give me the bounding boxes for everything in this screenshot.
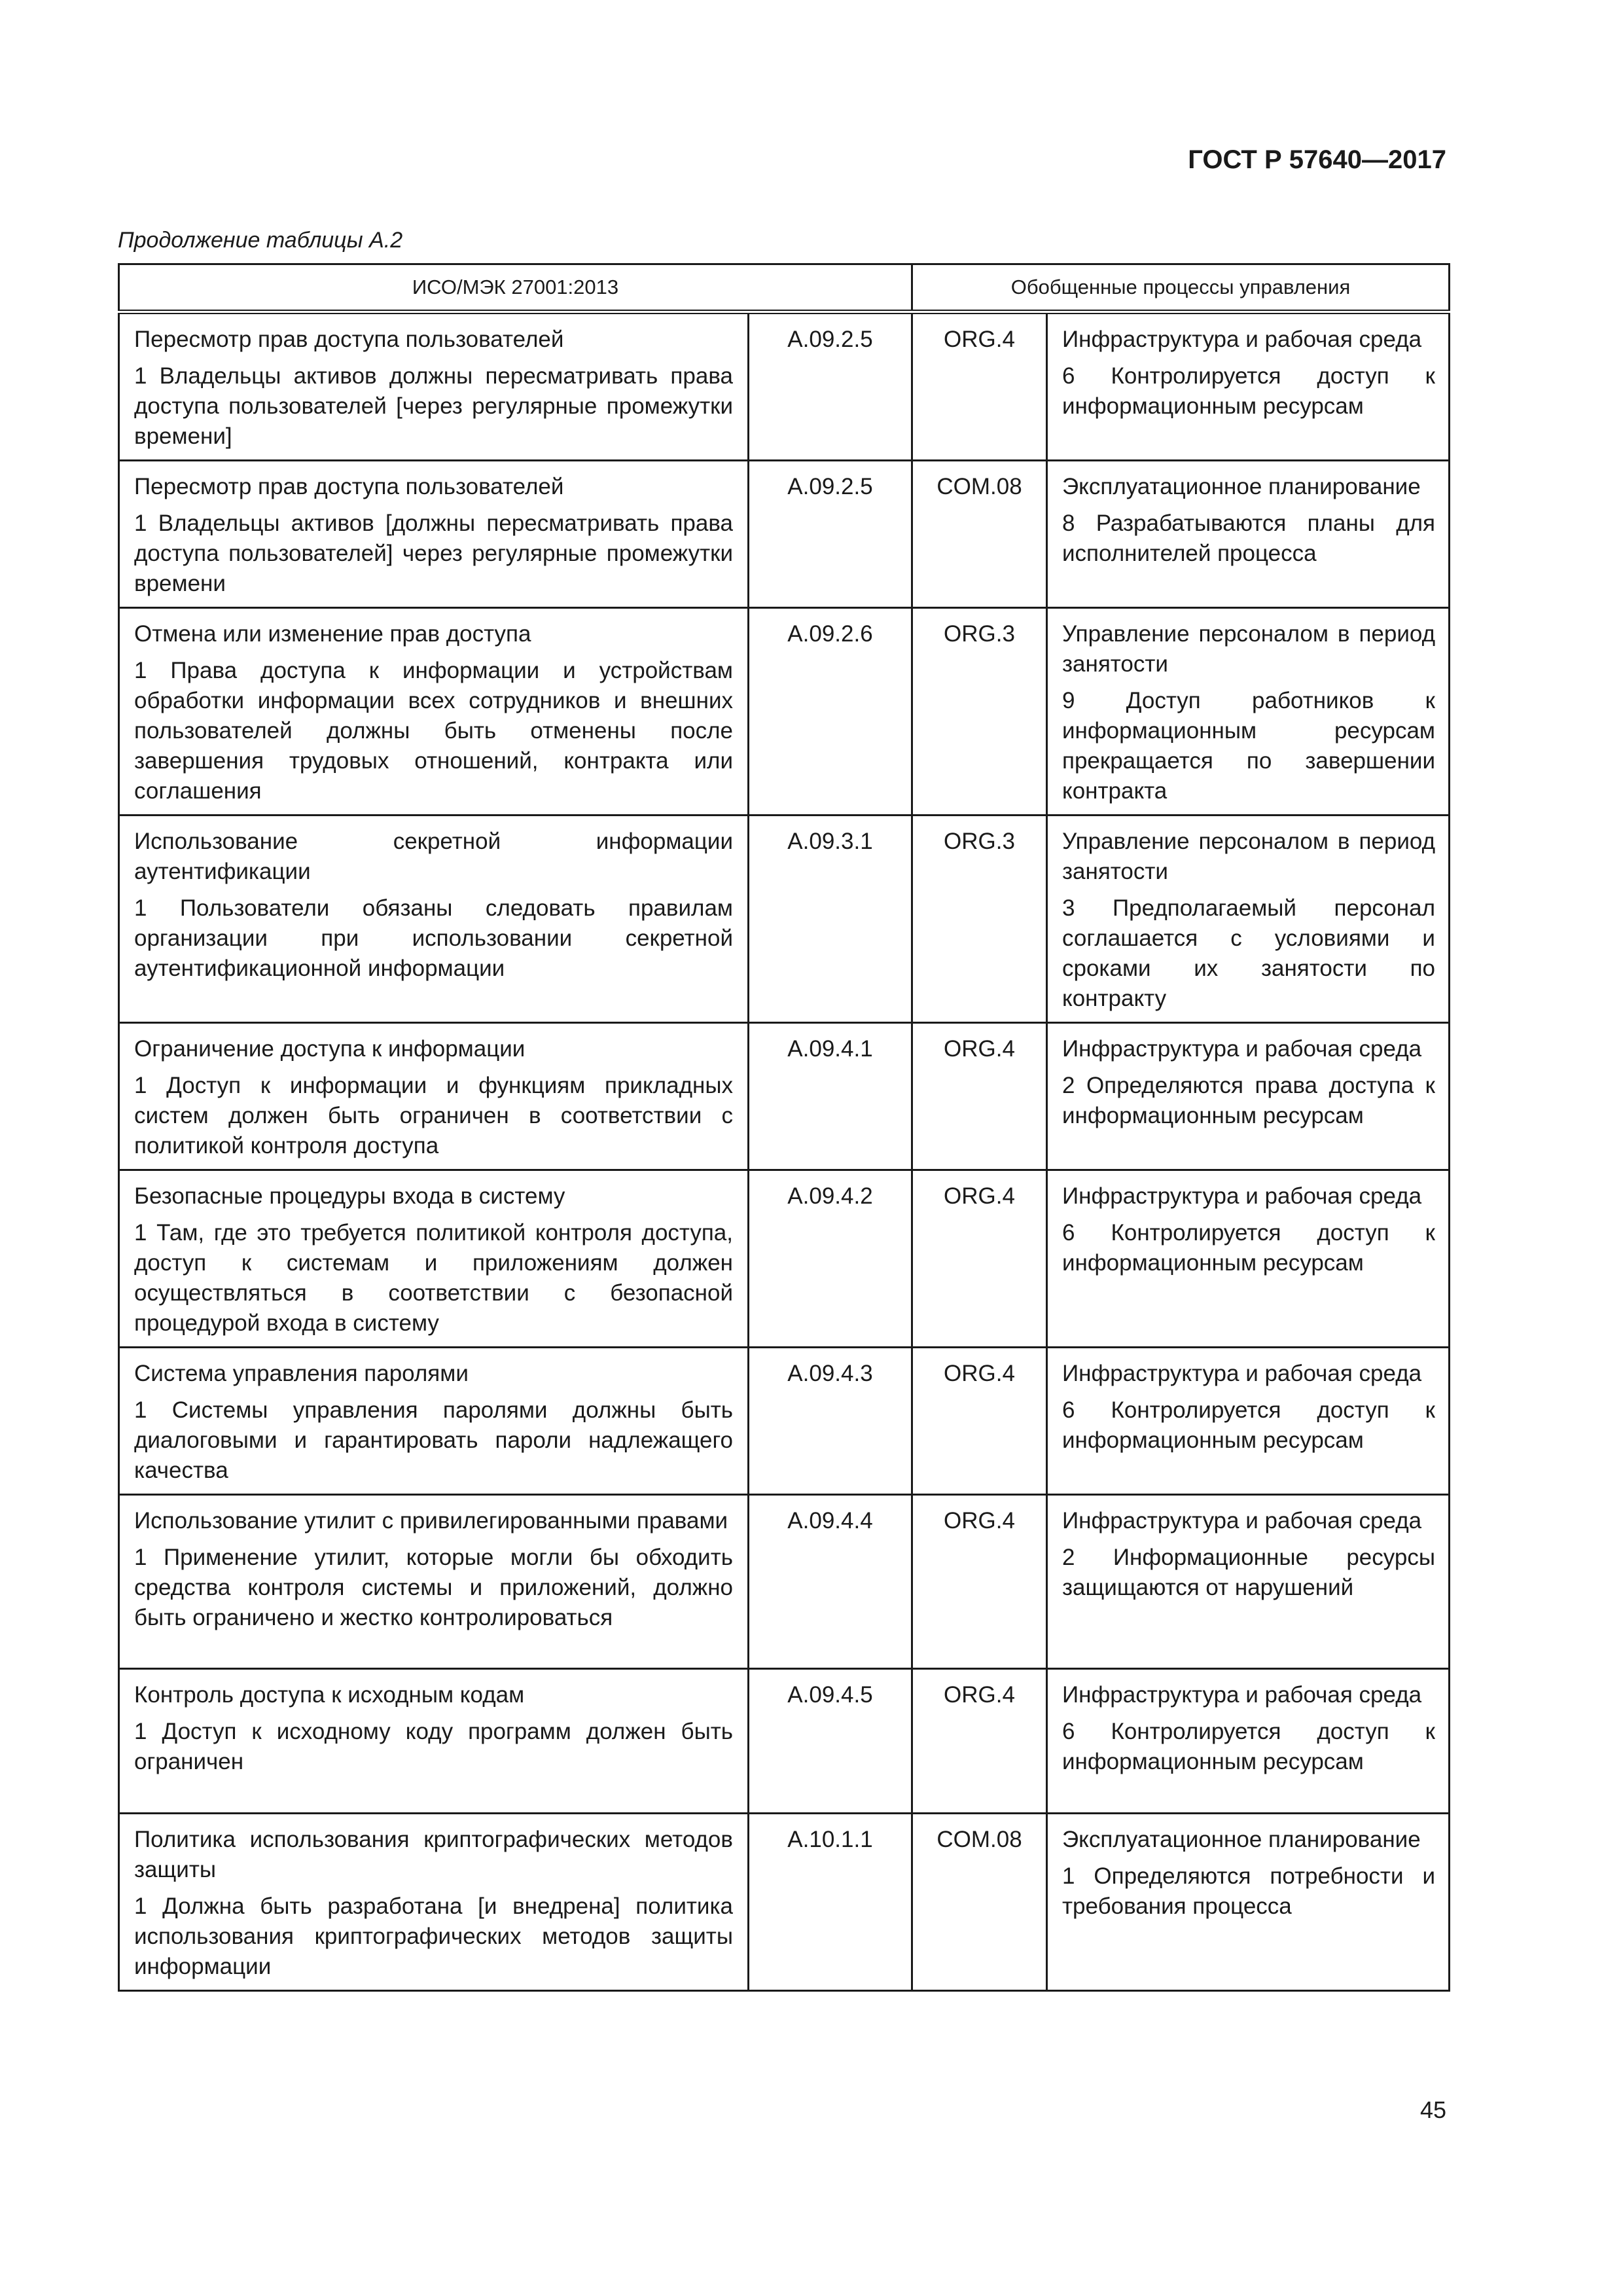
iso-control-cell <box>119 608 749 816</box>
control-title: Пересмотр прав доступа пользователей <box>134 474 564 499</box>
control-requirement: 1 Доступ к информации и функциям прикладных систем должен быть ограничен в соответствии с политикой контроля доступа <box>134 1073 733 1158</box>
iso-control-cell <box>119 461 749 608</box>
control-title: Система управления паролями <box>134 1361 469 1386</box>
control-requirement: 1 Системы управления паролями должны быть диалоговыми и гарантировать пароли надлежащего качества <box>134 1397 733 1483</box>
control-title: Контроль доступа к исходным кодам <box>134 1682 525 1708</box>
control-requirement: 1 Должна быть разработана [и внедрена] политика использования криптографических методов защиты информации <box>134 1893 733 1979</box>
control-requirement: 1 Там, где это требуется политикой контроля доступа, доступ к системам и приложениям должен осуществляться в соответствии с безопасной процедурой входа в систему <box>134 1220 733 1336</box>
iso-control-code: A.09.4.4 <box>749 1495 912 1669</box>
process-code: ORG.4 <box>912 1495 1047 1669</box>
process-code: COM.08 <box>912 461 1047 608</box>
document-id: ГОСТ Р 57640—2017 <box>1188 145 1446 174</box>
process-outcome: 6 Контролируется доступ к информационным ресурсам <box>1062 1397 1435 1453</box>
process-title: Эксплуатационное планирование <box>1062 1827 1421 1852</box>
process-code: ORG.4 <box>912 1669 1047 1814</box>
iso-control-code: A.09.4.5 <box>749 1669 912 1814</box>
process-cell <box>1047 312 1450 461</box>
process-code: COM.08 <box>912 1814 1047 1991</box>
process-outcome: 2 Определяются права доступа к информационным ресурсам <box>1062 1073 1435 1128</box>
control-title: Политика использования криптографических методов защиты <box>134 1827 733 1882</box>
iso-control-cell <box>119 1170 749 1348</box>
process-cell <box>1047 461 1450 608</box>
process-cell <box>1047 608 1450 816</box>
iso-control-cell <box>119 1495 749 1669</box>
process-code: ORG.3 <box>912 816 1047 1023</box>
table-row <box>119 312 1450 461</box>
process-code: ORG.4 <box>912 1170 1047 1348</box>
process-title: Эксплуатационное планирование <box>1062 474 1421 499</box>
table-row <box>119 1170 1450 1348</box>
process-title: Инфраструктура и рабочая среда <box>1062 1682 1422 1708</box>
iso-control-cell <box>119 312 749 461</box>
control-title: Безопасные процедуры входа в систему <box>134 1183 565 1209</box>
process-cell <box>1047 1495 1450 1669</box>
iso-control-cell <box>119 1814 749 1991</box>
header-iso-standard: ИСО/МЭК 27001:2013 <box>119 264 912 312</box>
process-cell <box>1047 1669 1450 1814</box>
iso-control-code: A.09.4.1 <box>749 1023 912 1170</box>
table-row <box>119 1348 1450 1495</box>
process-cell <box>1047 1348 1450 1495</box>
table-row <box>119 461 1450 608</box>
iso-control-cell <box>119 816 749 1023</box>
iso-control-code: A.09.3.1 <box>749 816 912 1023</box>
process-code: ORG.4 <box>912 312 1047 461</box>
table-row <box>119 1023 1450 1170</box>
process-outcome: 6 Контролируется доступ к информационным ресурсам <box>1062 363 1435 419</box>
table-row <box>119 816 1450 1023</box>
process-title: Управление персоналом в период занятости <box>1062 621 1435 677</box>
table-row <box>119 1669 1450 1814</box>
control-requirement: 1 Права доступа к информации и устройствам обработки информации всех сотрудников и внешних пользователей должны быть отменены после завершения трудовых отношений, контракта или соглашения <box>134 658 733 804</box>
process-cell <box>1047 1023 1450 1170</box>
process-code: ORG.4 <box>912 1348 1047 1495</box>
table-row <box>119 1495 1450 1669</box>
iso-control-cell <box>119 1348 749 1495</box>
process-outcome: 6 Контролируется доступ к информационным ресурсам <box>1062 1220 1435 1276</box>
iso-control-code: A.09.2.5 <box>749 461 912 608</box>
table-row <box>119 1814 1450 1991</box>
process-outcome: 6 Контролируется доступ к информационным ресурсам <box>1062 1719 1435 1774</box>
page-number: 45 <box>1419 2096 1446 2123</box>
control-requirement: 1 Применение утилит, которые могли бы обходить средства контроля системы и приложений, должно быть ограничено и жестко контролироваться <box>134 1545 733 1630</box>
process-title: Инфраструктура и рабочая среда <box>1062 327 1422 352</box>
process-cell <box>1047 1814 1450 1991</box>
process-outcome: 9 Доступ работников к информационным ресурсам прекращается по завершении контракта <box>1062 688 1435 804</box>
process-outcome: 8 Разрабатываются планы для исполнителей процесса <box>1062 511 1435 566</box>
control-title: Использование секретной информации аутентификации <box>134 829 733 884</box>
table-header-row <box>119 264 1450 312</box>
table-caption: Продолжение таблицы А.2 <box>118 228 403 253</box>
iso-control-code: A.09.4.3 <box>749 1348 912 1495</box>
iso-control-code: A.09.2.6 <box>749 608 912 816</box>
process-title: Инфраструктура и рабочая среда <box>1062 1036 1422 1062</box>
control-title: Использование утилит с привилегированными правами <box>134 1508 728 1534</box>
process-title: Инфраструктура и рабочая среда <box>1062 1508 1422 1534</box>
control-title: Ограничение доступа к информации <box>134 1036 526 1062</box>
control-title: Пересмотр прав доступа пользователей <box>134 327 564 352</box>
process-cell <box>1047 1170 1450 1348</box>
process-outcome: 1 Определяются потребности и требования процесса <box>1062 1863 1435 1919</box>
control-requirement: 1 Владельцы активов должны пересматривать права доступа пользователей [через регулярные промежутки времени] <box>134 363 733 449</box>
process-code: ORG.4 <box>912 1023 1047 1170</box>
iso-control-cell <box>119 1023 749 1170</box>
header-management-processes: Обобщенные процессы управления <box>912 264 1450 312</box>
process-title: Инфраструктура и рабочая среда <box>1062 1183 1422 1209</box>
control-requirement: 1 Владельцы активов [должны пересматривать права доступа пользователей] через регулярные промежутки времени <box>134 511 733 596</box>
control-requirement: 1 Доступ к исходному коду программ должен быть ограничен <box>134 1719 733 1774</box>
iso-control-code: A.10.1.1 <box>749 1814 912 1991</box>
iso-control-cell <box>119 1669 749 1814</box>
process-title: Управление персоналом в период занятости <box>1062 829 1435 884</box>
process-code: ORG.3 <box>912 608 1047 816</box>
controls-mapping-table <box>118 263 1450 1992</box>
control-title: Отмена или изменение прав доступа <box>134 621 531 647</box>
control-requirement: 1 Пользователи обязаны следовать правилам организации при использовании секретной аутентификационной информации <box>134 895 733 981</box>
iso-control-code: A.09.4.2 <box>749 1170 912 1348</box>
table-row <box>119 608 1450 816</box>
iso-control-code: A.09.2.5 <box>749 312 912 461</box>
process-cell <box>1047 816 1450 1023</box>
process-outcome: 3 Предполагаемый персонал соглашается с условиями и сроками их занятости по контракту <box>1062 895 1435 1011</box>
process-outcome: 2 Информационные ресурсы защищаются от нарушений <box>1062 1545 1435 1600</box>
process-title: Инфраструктура и рабочая среда <box>1062 1361 1422 1386</box>
